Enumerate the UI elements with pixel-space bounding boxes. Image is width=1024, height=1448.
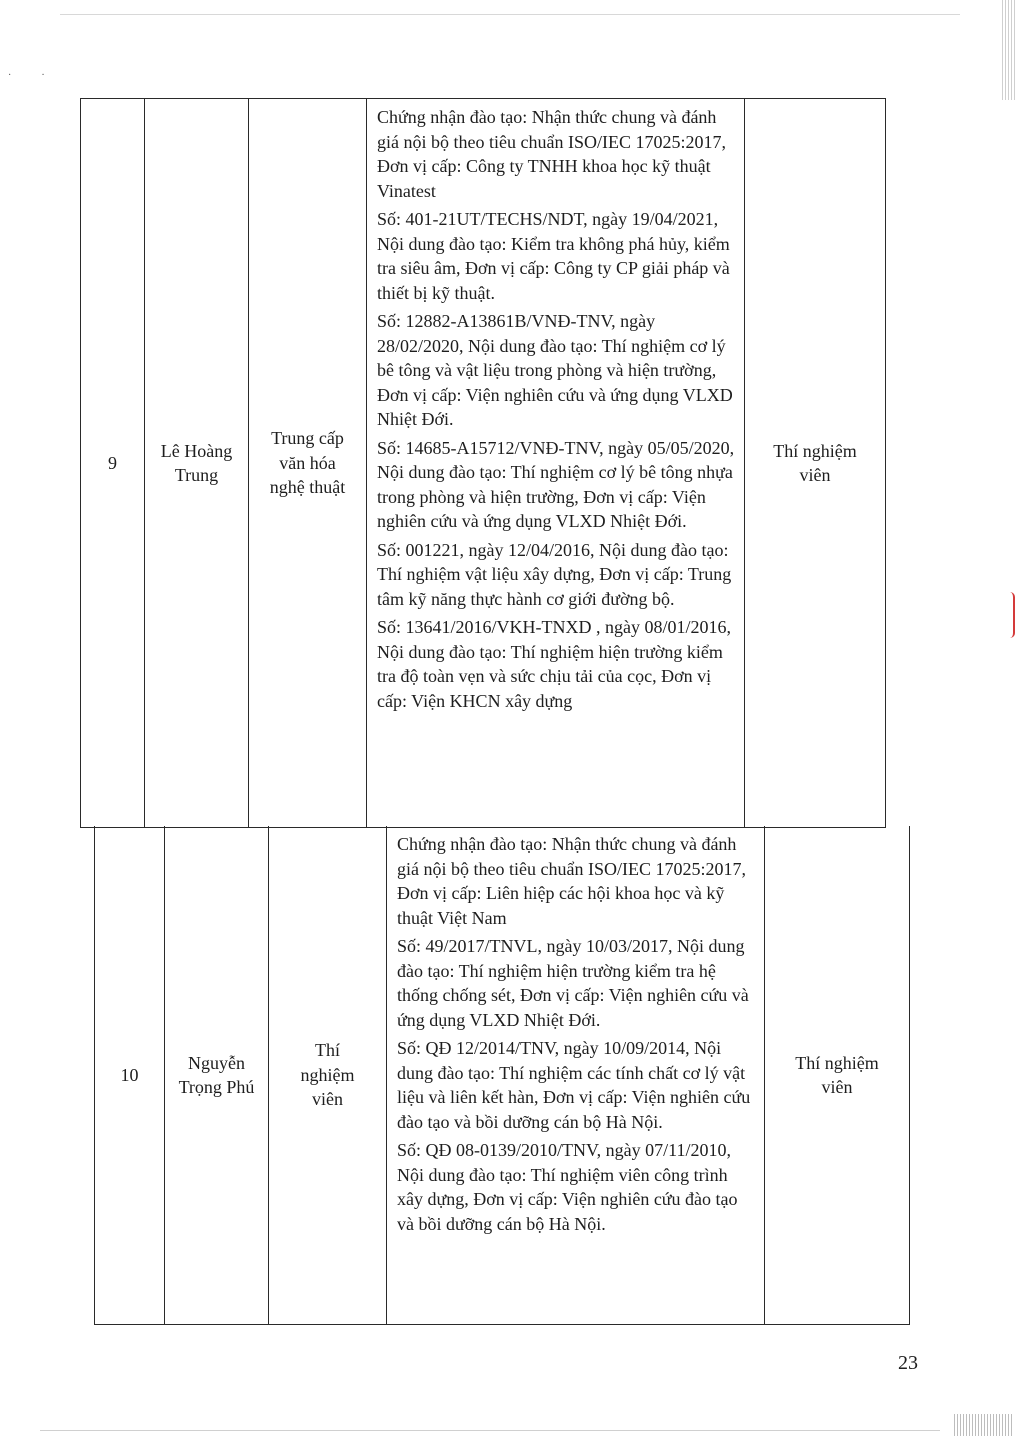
certificate-entry: Chứng nhận đào tạo: Nhận thức chung và đánh giá nội bộ theo tiêu chuẩn ISO/IEC 17025:2017, Đơn vị cấp: Liên hiệp các hội khoa học và kỹ thuật Việt Nam [397,834,746,928]
qualification-cell [249,99,367,827]
certificate-entry: Số: 13641/2016/VKH-TNXD , ngày 08/01/2016, Nội dung đào tạo: Thí nghiệm hiện trường kiểm tra độ toàn vẹn và sức chịu tải của cọc, Đơn vị cấp: Viện KHCN xây dựng [377,617,731,711]
row-number-cell [95,826,165,1324]
row-number: 10 [120,1064,139,1085]
qualification: Thí nghiệm viên [300,1040,355,1110]
scan-artifact-top-line [60,14,960,15]
certificate-entry: Chứng nhận đào tạo: Nhận thức chung và đánh giá nội bộ theo tiêu chuẩn ISO/IEC 17025:2017, Đơn vị cấp: Công ty TNHH khoa học kỹ thuật Vinatest [377,107,726,201]
table-row [94,826,910,1325]
certificate-entry: Số: 49/2017/TNVL, ngày 10/03/2017, Nội dung đào tạo: Thí nghiệm hiện trường kiểm tra hệ thống chống sét, Đơn vị cấp: Viện nghiên cứu và ứng dụng VLXD Nhiệt Đới. [397,936,749,1030]
red-pen-mark [1010,592,1015,638]
role: Thí nghiệm viên [795,1052,879,1097]
role-cell [745,99,885,827]
certificate-entry: Số: QĐ 12/2014/TNV, ngày 10/09/2014, Nội dung đào tạo: Thí nghiệm các tính chất cơ lý vật liệu và liên kết hàn, Đơn vị cấp: Viện nghiên cứu đào tạo và bồi dưỡng cán bộ Hà Nội. [397,1038,751,1132]
personnel-table-part-2 [94,826,910,1325]
certificate-entry: Số: 401-21UT/TECHS/NDT, ngày 19/04/2021, Nội dung đào tạo: Kiểm tra không phá hủy, kiểm tra siêu âm, Đơn vị cấp: Công ty CP giải pháp và thiết bị kỹ thuật. [377,209,730,303]
role: Thí nghiệm viên [773,440,857,485]
person-name: Nguyễn Trọng Phú [178,1052,255,1097]
certificate-entry: Số: QĐ 08-0139/2010/TNV, ngày 07/11/2010, Nội dung đào tạo: Thí nghiệm viên công trình xây dựng, Đơn vị cấp: Viện nghiên cứu đào tạo và bồi dưỡng cán bộ Hà Nội. [397,1140,738,1234]
person-name-cell [165,826,269,1324]
scan-artifact-right-edge [1002,0,1016,100]
certificates-cell [367,99,745,827]
scan-artifact-dots: ·· [8,70,75,81]
qualification-cell [269,826,387,1324]
certificates-cell [387,826,765,1324]
table-row [80,98,886,828]
row-number: 9 [108,452,117,473]
role-cell [765,826,909,1324]
page-number: 23 [898,1352,918,1374]
row-number-cell [81,99,145,827]
certificate-entry: Số: 001221, ngày 12/04/2016, Nội dung đào tạo: Thí nghiệm vật liệu xây dựng, Đơn vị cấp: Trung tâm kỹ năng thực hành cơ giới đường bộ. [377,539,732,609]
certificate-entry: Số: 12882-A13861B/VNĐ-TNV, ngày 28/02/2020, Nội dung đào tạo: Thí nghiệm cơ lý bê tông và vật liệu trong phòng và hiện trường, Đơn vị cấp: Viện nghiên cứu và ứng dụng VLXD Nhiệt Đới. [377,311,733,429]
scan-artifact-bottom-edge [954,1414,1014,1436]
qualification: Trung cấp văn hóa nghệ thuật [269,428,346,498]
person-name-cell [145,99,249,827]
personnel-table-part-1 [80,98,886,828]
person-name: Lê Hoàng Trung [160,440,233,485]
scan-artifact-bottom-line [40,1430,940,1431]
certificate-entry: Số: 14685-A15712/VNĐ-TNV, ngày 05/05/2020, Nội dung đào tạo: Thí nghiệm cơ lý bê tông nhựa trong phòng và hiện trường, Đơn vị cấp: Viện nghiên cứu và ứng dụng VLXD Nhiệt Đới. [377,437,735,531]
